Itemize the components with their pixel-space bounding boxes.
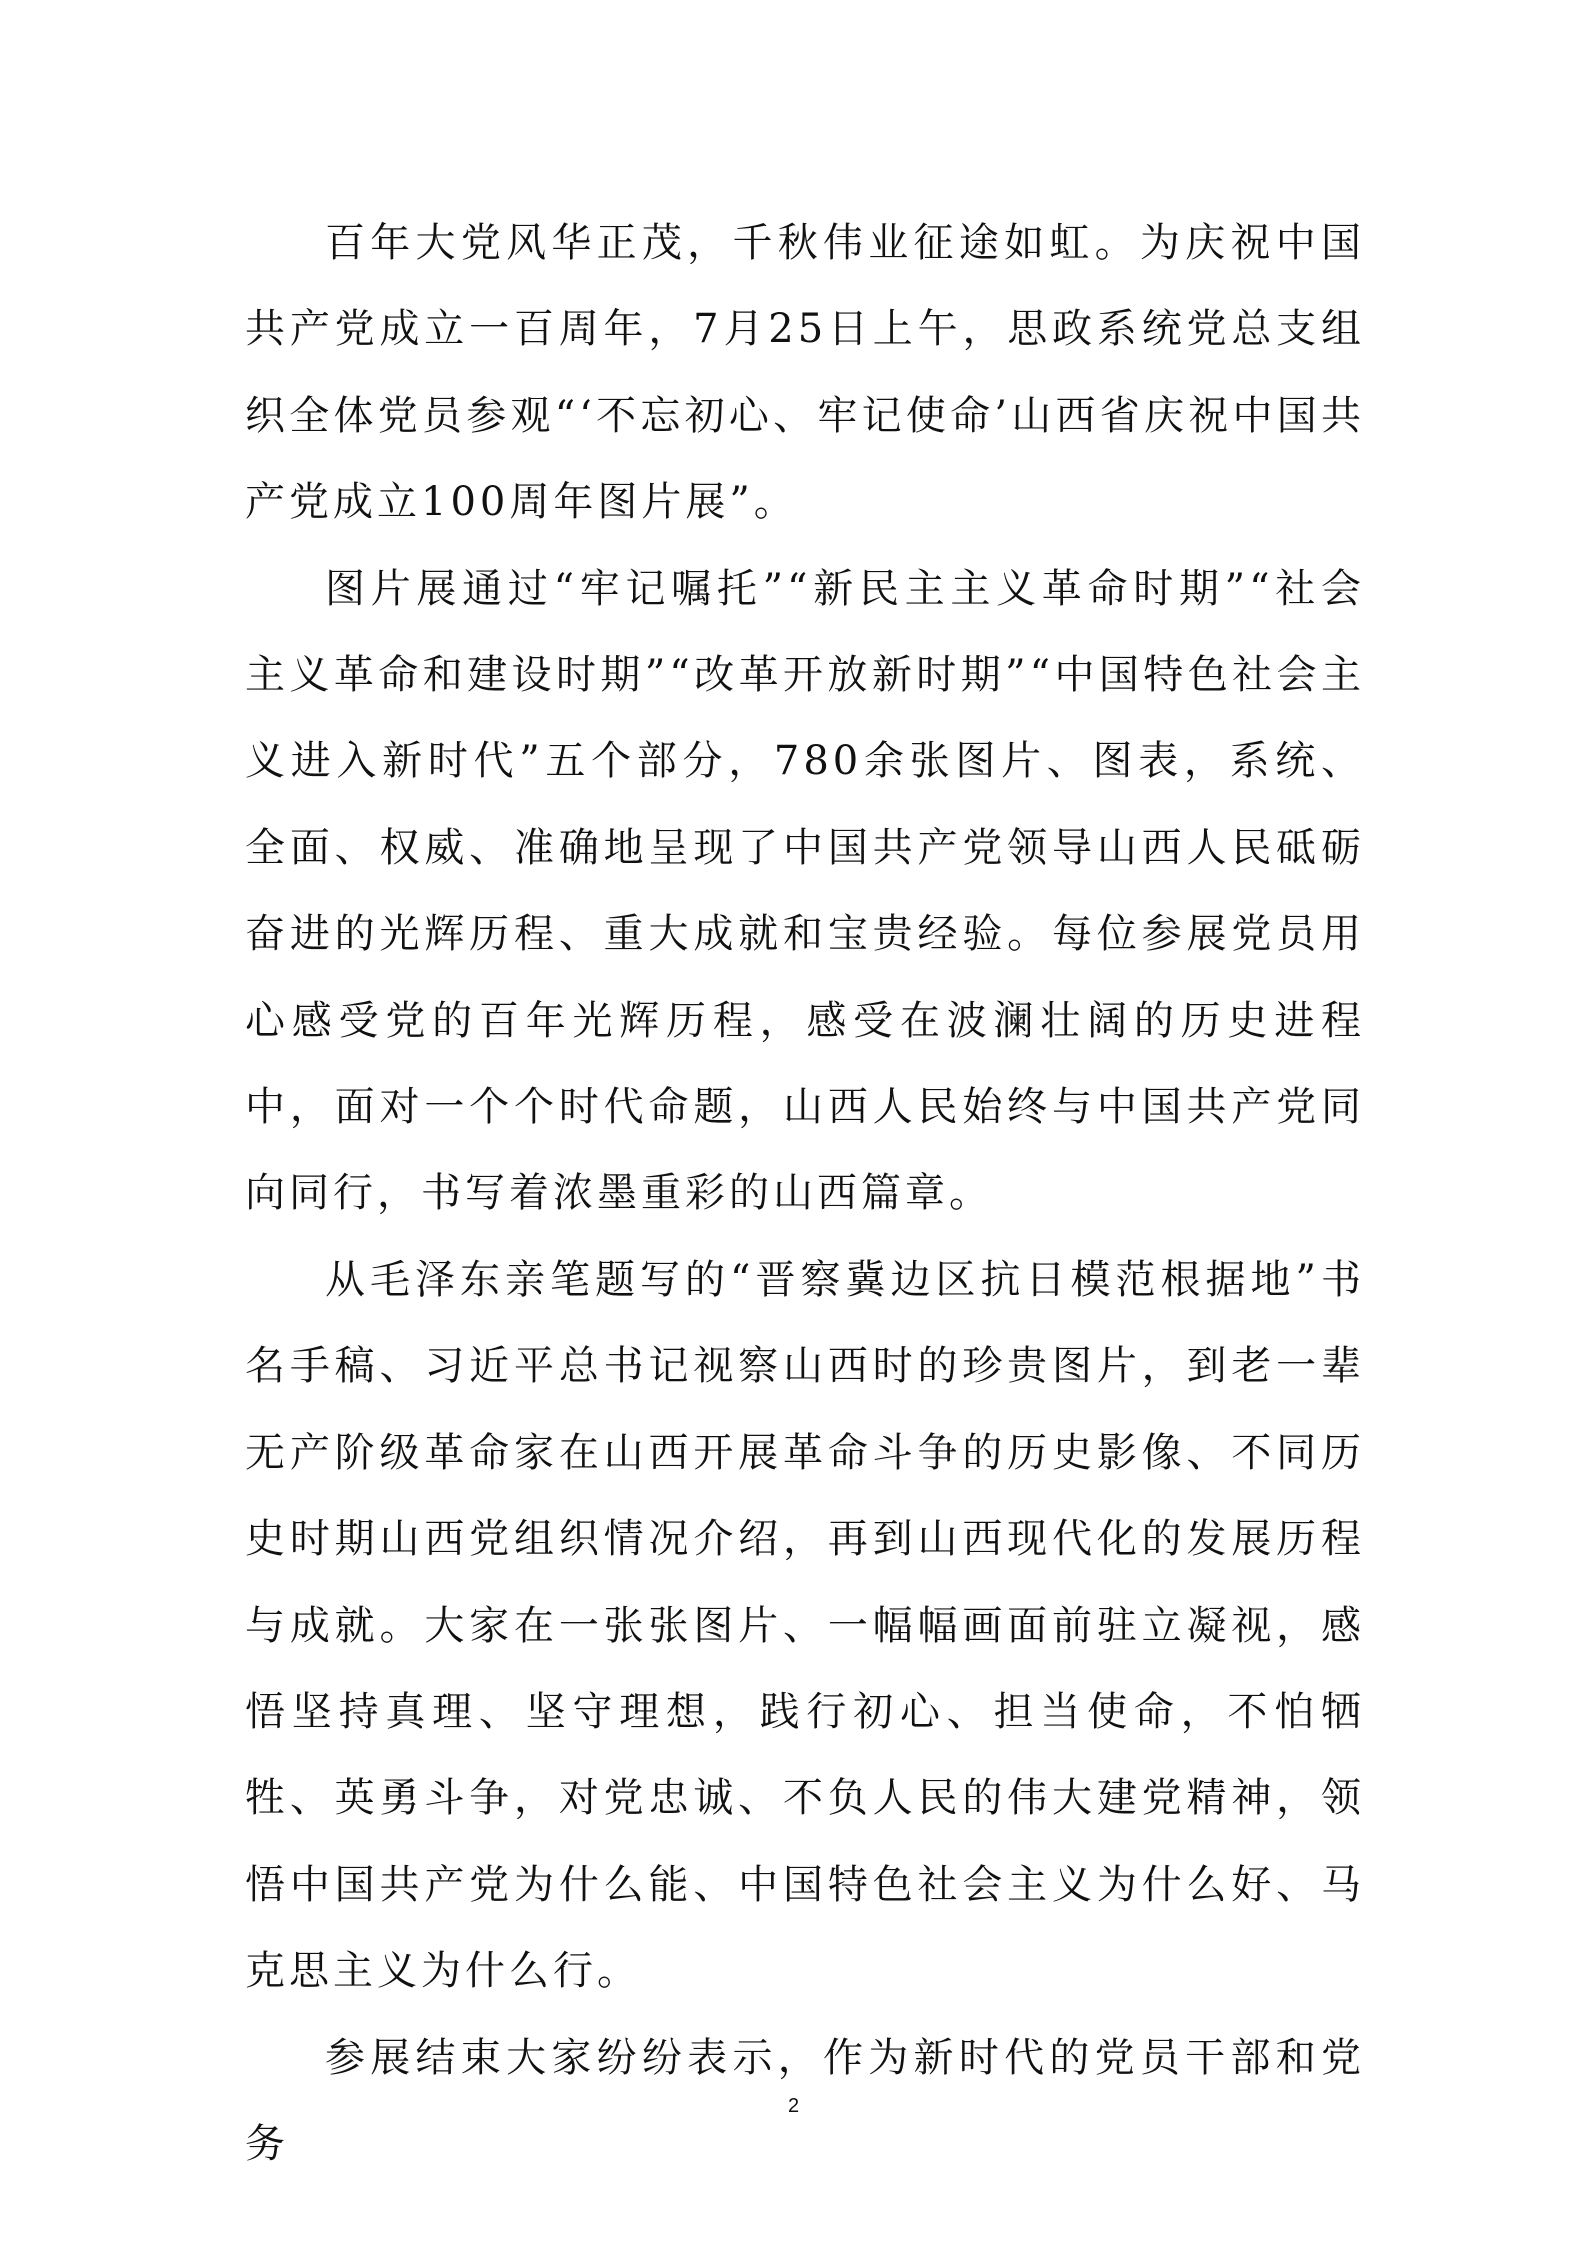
page-number: 2 — [787, 2095, 800, 2117]
paragraph-2: 图片展通过“牢记嘱托”“新民主主义革命时期”“社会主义革命和建设时期”“改革开放新时期”“中国特色社会主义进入新时代”五个部分，780余张图片、图表，系统、全面、权威、准确地呈现了中国共产党领导山西人民砥砺奋进的光辉历程、重大成就和宝贵经验。每位参展党员用心感受党的百年光辉历程，感受在波澜壮阔的历史进程中，面对一个个时代命题，山西人民始终与中国共产党同向同行，书写着浓墨重彩的山西篇章。 — [245, 565, 1365, 1217]
body-text — [245, 200, 1365, 2187]
paragraph-1: 百年大党风华正茂，千秋伟业征途如虹。为庆祝中国共产党成立一百周年，7月25日上午，思政系统党总支组织全体党员参观“‘不忘初心、牢记使命’山西省庆祝中国共产党成立100周年图片展”。 — [245, 220, 1365, 526]
paragraph-3: 从毛泽东亲笔题写的“晋察冀边区抗日模范根据地”书名手稿、习近平总书记视察山西时的珍贵图片，到老一辈无产阶级革命家在山西开展革命斗争的历史影像、不同历史时期山西党组织情况介绍，再到山西现代化的发展历程与成就。大家在一张张图片、一幅幅画面前驻立凝视，感悟坚持真理、坚守理想，践行初心、担当使命，不怕牺牲、英勇斗争，对党忠诚、不负人民的伟大建党精神，领悟中国共产党为什么能、中国特色社会主义为什么好、马克思主义为什么行。 — [245, 1256, 1365, 1995]
paragraph-4: 参展结束大家纷纷表示，作为新时代的党员干部和党务 — [245, 2034, 1365, 2167]
